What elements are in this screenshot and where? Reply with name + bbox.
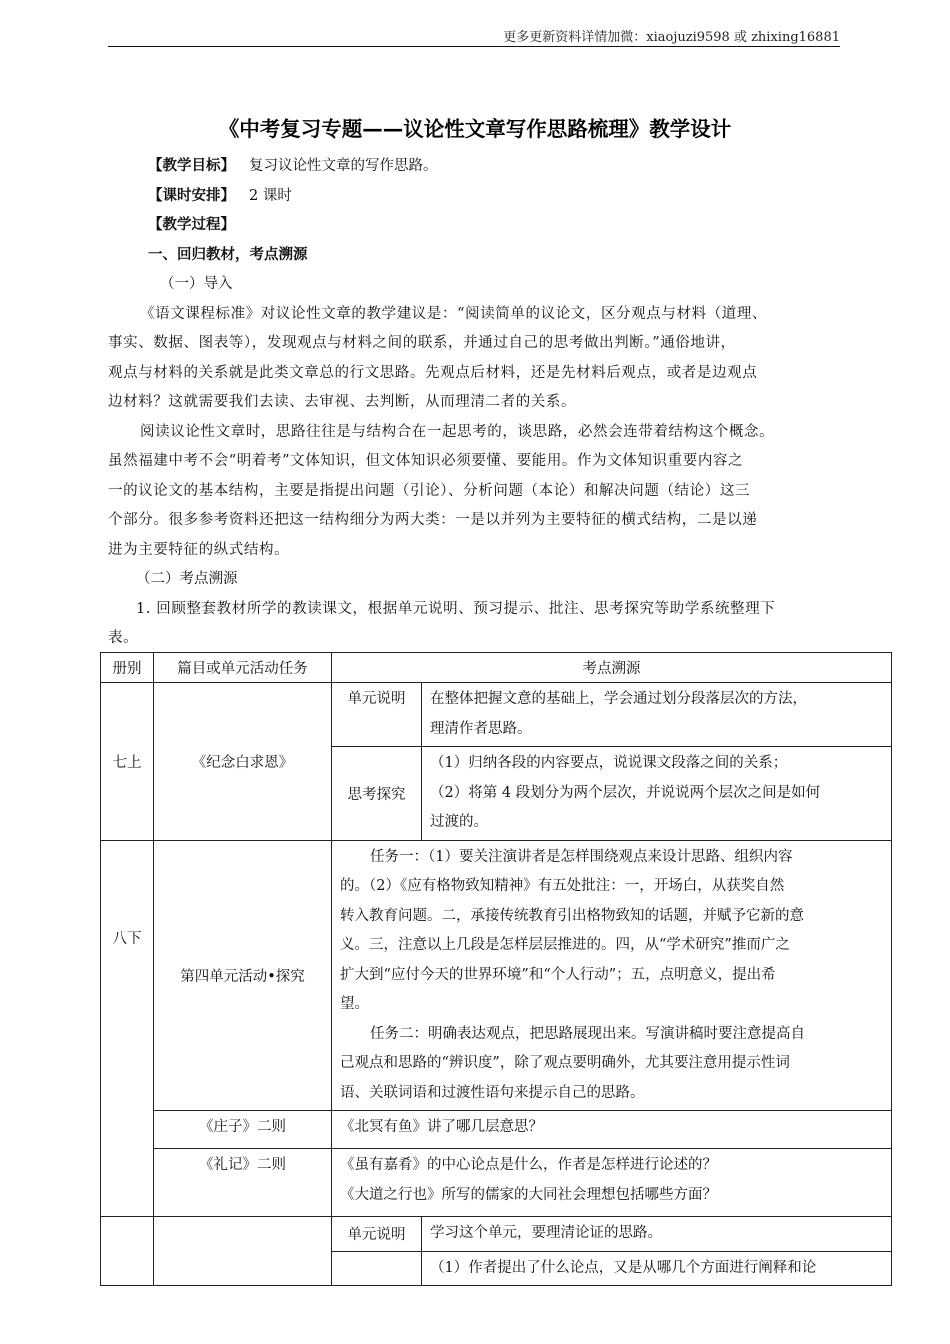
cell-line: 在整体把握文意的基础上，学会通过划分段落层次的方法，	[430, 691, 807, 707]
header-note: 更多更新资料详情加微：xiaojuzi9598 或 zhixing16881	[503, 30, 840, 45]
cell-line: 义。三，注意以上几段是怎样层层推进的。四，从“学术研究”推而广之	[340, 937, 790, 953]
cell-line: 的。（2）《应有格物致知精神》有五处批注：一，开场白，从获奖自然	[340, 878, 785, 894]
table-row	[101, 683, 892, 747]
cell-text	[332, 841, 891, 1111]
cell-label: 单元说明	[332, 683, 422, 747]
header-volume: 册别	[101, 653, 154, 683]
para-line: 个部分。很多参考资料还把这一结构细分为两大类：一是以并列为主要特征的横式结构，二是以递	[108, 512, 758, 528]
table-row	[101, 1149, 892, 1217]
para-line: 进为主要特征的纵式结构。	[108, 541, 290, 558]
cell-line: 过渡的。	[430, 814, 488, 830]
table-row	[101, 840, 892, 1111]
cell-text	[422, 747, 891, 840]
cell-line: 己观点和思路的“辨识度”，除了观点要明确外，尤其要注意用提示性词	[340, 1055, 790, 1071]
cell-line: 《大道之行也》所写的儒家的大同社会理想包括哪些方面？	[340, 1186, 717, 1203]
section-heading: 一、回归教材，考点溯源	[148, 246, 308, 263]
header-rule	[108, 46, 840, 47]
para-line: 1. 回顾整套教材所学的教读课文，根据单元说明、预习提示、批注、思考探究等助学系统整理下	[136, 600, 776, 617]
cell-line: 学习这个单元，要理清论证的思路。	[430, 1225, 662, 1241]
document-body	[108, 152, 844, 654]
meta-value: 复习议论性文章的写作思路。	[249, 158, 438, 174]
cell-text	[332, 1111, 891, 1145]
cell-task: 第四单元活动•探究	[154, 840, 332, 1111]
cell-line: 任务二：明确表达观点，把思路展现出来。写演讲稿时要注意提高自	[370, 1025, 805, 1042]
cell-line: 理清作者思路。	[430, 720, 532, 737]
cell-label	[332, 1251, 422, 1286]
cell-task: 《纪念白求恩》	[154, 683, 332, 841]
table-header-row	[101, 653, 892, 683]
cell-content	[422, 1217, 892, 1252]
page-title: 《中考复习专题——议论性文章写作思路梳理》教学设计	[218, 117, 732, 141]
table-row	[101, 1111, 892, 1149]
cell-task	[154, 1217, 332, 1286]
cell-text	[422, 1252, 891, 1286]
cell-volume	[101, 1217, 154, 1286]
paragraph-intro-2	[108, 418, 844, 566]
cell-line: （1）归纳各段的内容要点，说说课文段落之间的关系；	[430, 755, 788, 771]
cell-line: （1）作者提出了什么论点，又是从哪几个方面进行阐释和论	[430, 1259, 817, 1276]
cell-line: 语、关联词语和过渡性语句来提示自己的思路。	[340, 1084, 645, 1101]
cell-text	[422, 683, 891, 746]
source-table	[100, 652, 892, 1286]
para-line: 观点与材料的关系就是此类文章总的行文思路。先观点后材料，还是先材料后观点，或者是边观点	[108, 364, 758, 381]
paragraph-intro-1	[108, 300, 844, 418]
header-source: 考点溯源	[332, 653, 892, 683]
list-item-1	[108, 595, 844, 654]
cell-line: 扩大到“应付今天的世界环境”和“个人行动”；五，点明意义，提出希	[340, 966, 776, 983]
cell-line: 《北冥有鱼》讲了哪几层意思？	[340, 1119, 543, 1135]
cell-line: （2）将第 4 段划分为两个层次，并说说两个层次之间是如何	[430, 784, 821, 801]
cell-line: 望。	[340, 996, 369, 1012]
cell-text	[332, 1149, 891, 1212]
para-line: 虽然福建中考不会“明着考”文体知识，但文体知识必须要懂、要能用。作为文体知识重要内容之	[108, 453, 744, 469]
para-line: 边材料？这就需要我们去读、去审视、去判断，从而理清二者的关系。	[108, 394, 577, 410]
cell-label: 单元说明	[332, 1217, 422, 1252]
para-line: 事实、数据、图表等），发现观点与材料之间的联系，并通过自己的思考做出判断。”通俗地讲，	[108, 335, 736, 351]
para-line: 一的议论文的基本结构，主要是指提出问题（引论）、分析问题（本论）和解决问题（结论）这三	[108, 482, 751, 499]
cell-line: 转入教育问题。二，承接传统教育引出格物致知的话题，并赋予它新的意	[340, 907, 804, 924]
meta-label: 【课时安排】	[148, 187, 235, 204]
meta-goal	[108, 152, 844, 182]
para-line: 《语文课程标准》对议论性文章的教学建议是：“阅读简单的议论文，区分观点与材料（道理、	[140, 305, 768, 322]
cell-content	[332, 1111, 892, 1149]
cell-line: 任务一：（1）要关注演讲者是怎样围绕观点来设计思路、组织内容	[370, 848, 793, 865]
subsection-intro: （一）导入	[160, 276, 233, 292]
cell-volume: 七上	[101, 683, 154, 841]
cell-task: 《礼记》二则	[154, 1149, 332, 1217]
cell-task: 《庄子》二则	[154, 1111, 332, 1149]
cell-volume: 八下	[101, 840, 154, 1217]
meta-value: 2 课时	[249, 187, 292, 204]
cell-content	[332, 840, 892, 1111]
cell-content	[332, 1149, 892, 1217]
meta-label: 【教学目标】	[148, 158, 235, 174]
cell-text	[422, 1217, 891, 1251]
meta-schedule	[108, 182, 844, 212]
para-line: 阅读议论性文章时，思路往往是与结构合在一起思考的，谈思路，必然会连带着结构这个概念。	[140, 423, 775, 440]
para-line: 表。	[108, 630, 139, 646]
table-row	[101, 1217, 892, 1252]
cell-content	[422, 1251, 892, 1286]
cell-content	[422, 747, 892, 841]
header-task: 篇目或单元活动任务	[154, 653, 332, 683]
meta-label: 【教学过程】	[148, 217, 235, 233]
cell-content	[422, 683, 892, 747]
cell-label: 思考探究	[332, 747, 422, 841]
meta-process	[108, 211, 844, 241]
cell-line: 《虽有嘉肴》的中心论点是什么，作者是怎样进行论述的？	[340, 1157, 717, 1173]
subsection-source: （二）考点溯源	[136, 571, 238, 587]
